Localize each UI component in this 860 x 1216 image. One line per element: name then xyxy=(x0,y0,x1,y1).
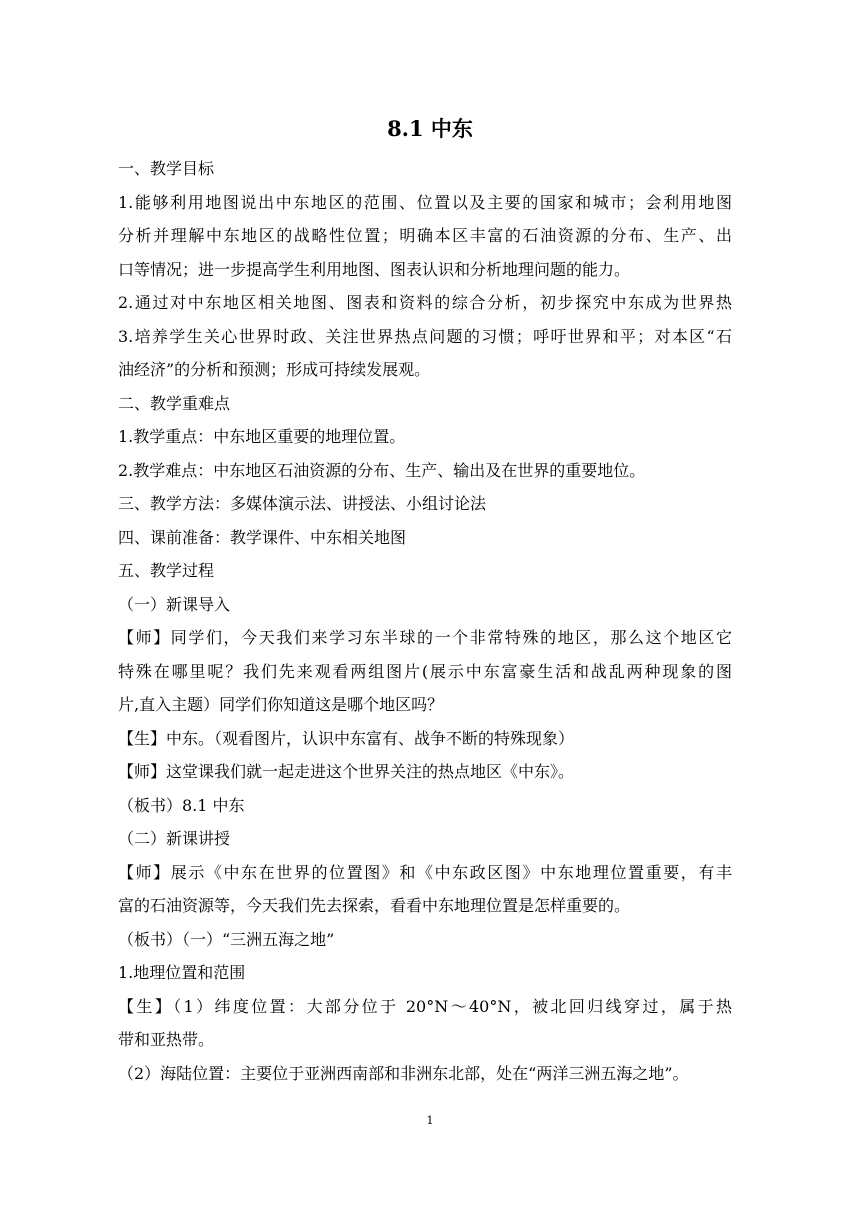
paragraph-line: 1.教学重点：中东地区重要的地理位置。 xyxy=(118,427,406,446)
paragraph-line: 【生】（1）纬度位置：大部分位于 20°N～40°N，被北回归线穿过，属于热 xyxy=(118,996,732,1016)
paragraph-line: 2.教学难点：中东地区石油资源的分布、生产、输出及在世界的重要地位。 xyxy=(118,460,646,480)
board-note: （板书）（一）“三洲五海之地” xyxy=(118,929,335,949)
board-note: （板书）8.1 中东 xyxy=(118,795,245,815)
section-heading-preparation: 四、课前准备：教学课件、中东相关地图 xyxy=(118,527,407,547)
paragraph-line: 特殊在哪里呢？我们先来观看两组图片(展示中东富豪生活和战乱两种现象的图 xyxy=(118,661,732,681)
section-heading-key-points: 二、教学重难点 xyxy=(118,393,231,413)
subsection-heading-intro: （一）新课导入 xyxy=(118,594,231,614)
page-number: 1 xyxy=(426,1114,434,1127)
paragraph-line: 【师】这堂课我们就一起走进这个世界关注的热点地区《中东》。 xyxy=(118,762,575,781)
paragraph-line: 【师】展示《中东在世界的位置图》和《中东政区图》中东地理位置重要，有丰 xyxy=(118,862,732,882)
topic-heading: 1.地理位置和范围 xyxy=(118,963,246,982)
subsection-heading-lecture: （二）新课讲授 xyxy=(118,829,231,848)
paragraph-line: 【师】同学们，今天我们来学习东半球的一个非常特殊的地区，那么这个地区它 xyxy=(118,628,732,647)
paragraph-line: 1.能够利用地图说出中东地区的范围、位置以及主要的国家和城市；会利用地图 xyxy=(118,192,732,212)
section-heading-objectives: 一、教学目标 xyxy=(118,159,215,178)
paragraph-line: 口等情况；进一步提高学生利用地图、图表认识和分析地理问题的能力。 xyxy=(118,259,631,279)
paragraph-line: 3.培养学生关心世界时政、关注世界热点问题的习惯；呼吁世界和平；对本区“石 xyxy=(118,326,732,346)
paragraph-line: （2）海陆位置：主要位于亚洲西南部和非洲东北部，处在“两洋三洲五海之地”。 xyxy=(118,1063,689,1083)
paragraph-line: 带和亚热带。 xyxy=(118,1030,215,1049)
paragraph-line: 【生】中东。（观看图片，认识中东富有、战争不断的特殊现象） xyxy=(118,728,575,748)
section-heading-process: 五、教学过程 xyxy=(118,561,215,580)
paragraph-line: 分析并理解中东地区的战略性位置；明确本区丰富的石油资源的分布、生产、出 xyxy=(118,226,732,245)
section-heading-methods: 三、教学方法：多媒体演示法、讲授法、小组讨论法 xyxy=(118,494,487,513)
paragraph-line: 富的石油资源等，今天我们先去探索，看看中东地理位置是怎样重要的。 xyxy=(118,896,631,915)
document-body xyxy=(118,152,732,1090)
paragraph-line: 片,直入主题）同学们你知道这是哪个地区吗？ xyxy=(118,695,444,714)
paragraph-line: 油经济”的分析和预测；形成可持续发展观。 xyxy=(118,360,431,379)
document-title: 8.1 中东 xyxy=(387,116,473,141)
paragraph-line: 2.通过对中东地区相关地图、图表和资料的综合分析，初步探究中东成为世界热 xyxy=(118,293,732,312)
